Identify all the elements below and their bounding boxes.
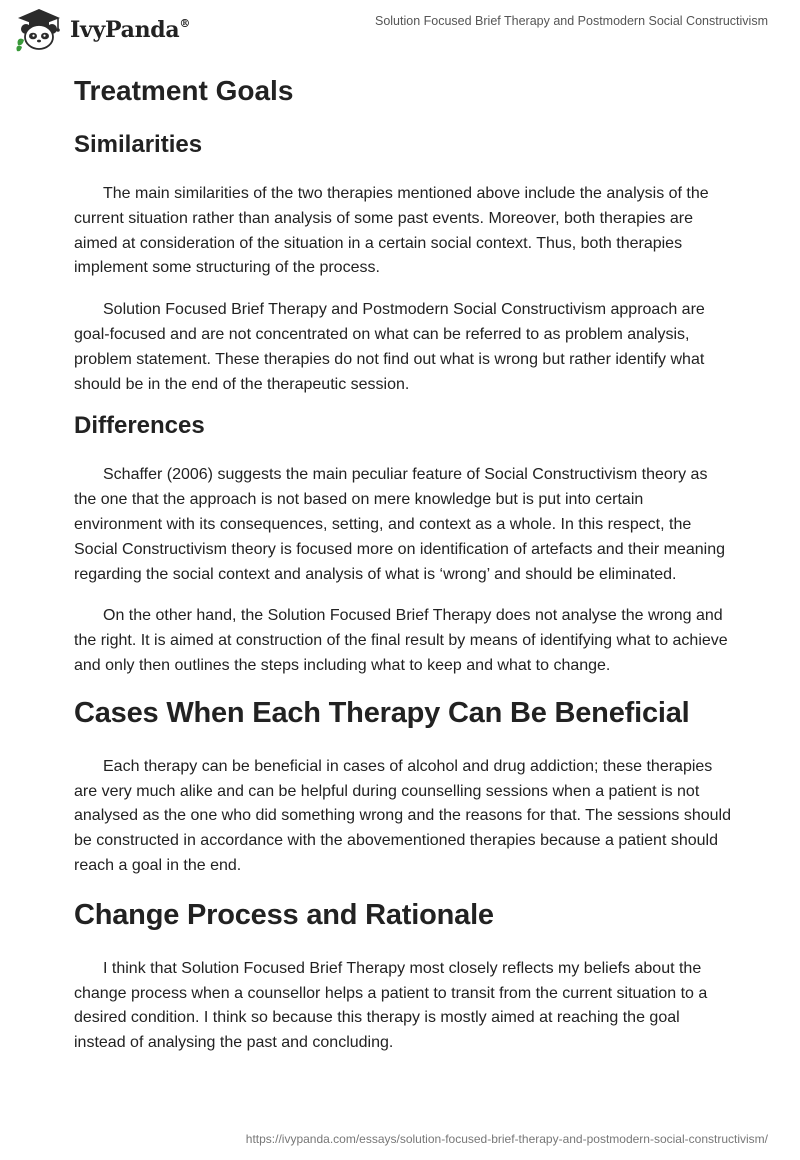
heading-cases: Cases When Each Therapy Can Be Beneficial — [74, 696, 690, 729]
heading-treatment-goals: Treatment Goals — [74, 75, 294, 106]
paragraph-similarities-2: Solution Focused Brief Therapy and Postmodern Social Constructivism approach are goal-focused and are not concentrated on what can be referred to as problem analysis, problem statement. These therapies do not find out what is wrong but rather identify what should be in the end of the therapeutic session. — [74, 301, 705, 393]
panda-graduate-icon — [14, 7, 64, 53]
paragraph-differences-1: Schaffer (2006) suggests the main peculiar feature of Social Constructivism theory as the one that the approach is not based on mere knowledge but is put into certain environment with its consequences, setting, and context as a whole. In this respect, the Social Constructivism theory is focused more on identification of artefacts and their meaning regarding the social context and analysis of what is ‘wrong’ and should be eliminated. — [74, 466, 725, 583]
heading-differences: Differences — [74, 412, 205, 440]
paragraph-differences-2: On the other hand, the Solution Focused Brief Therapy does not analyse the wrong and the right. It is aimed at construction of the final result by means of identifying what to achieve and only then outlines the steps including what to keep and what to change. — [74, 607, 728, 674]
running-title: Solution Focused Brief Therapy and Postmodern Social Constructivism — [374, 14, 768, 28]
article-body — [74, 70, 734, 1056]
ivypanda-logo[interactable] — [14, 6, 190, 54]
heading-similarities: Similarities — [74, 131, 203, 158]
brand-name: IvyPanda® — [70, 16, 191, 43]
source-url[interactable]: https://ivypanda.com/essays/solution-focused-brief-therapy-and-postmodern-social-constructivism/ — [245, 1132, 768, 1146]
paragraph-similarities-1: The main similarities of the two therapies mentioned above include the analysis of the current situation rather than analysis of some past events. Moreover, both therapies are aimed at consideration of the situation in a certain social context. Thus, both therapies implement some structuring of the process. — [74, 185, 709, 277]
page-header — [0, 0, 800, 60]
paragraph-cases-1: Each therapy can be beneficial in cases of alcohol and drug addiction; these therapies are very much alike and can be helpful during counselling sessions when a patient is not analysed as the one who did something wrong and the reasons for that. The sessions should be constructed in accordance with the abovementioned therapies because a patient should reach a goal in the end. — [74, 757, 732, 874]
paragraph-change-1: I think that Solution Focused Brief Therapy most closely reflects my beliefs about the change process when a counsellor helps a patient to transit from the current situation to a desired condition. I think so because this therapy is mostly aimed at reaching the goal instead of analysing the past and concluding. — [74, 959, 708, 1052]
heading-change-process: Change Process and Rationale — [74, 898, 494, 931]
registered-mark: ® — [179, 16, 191, 30]
